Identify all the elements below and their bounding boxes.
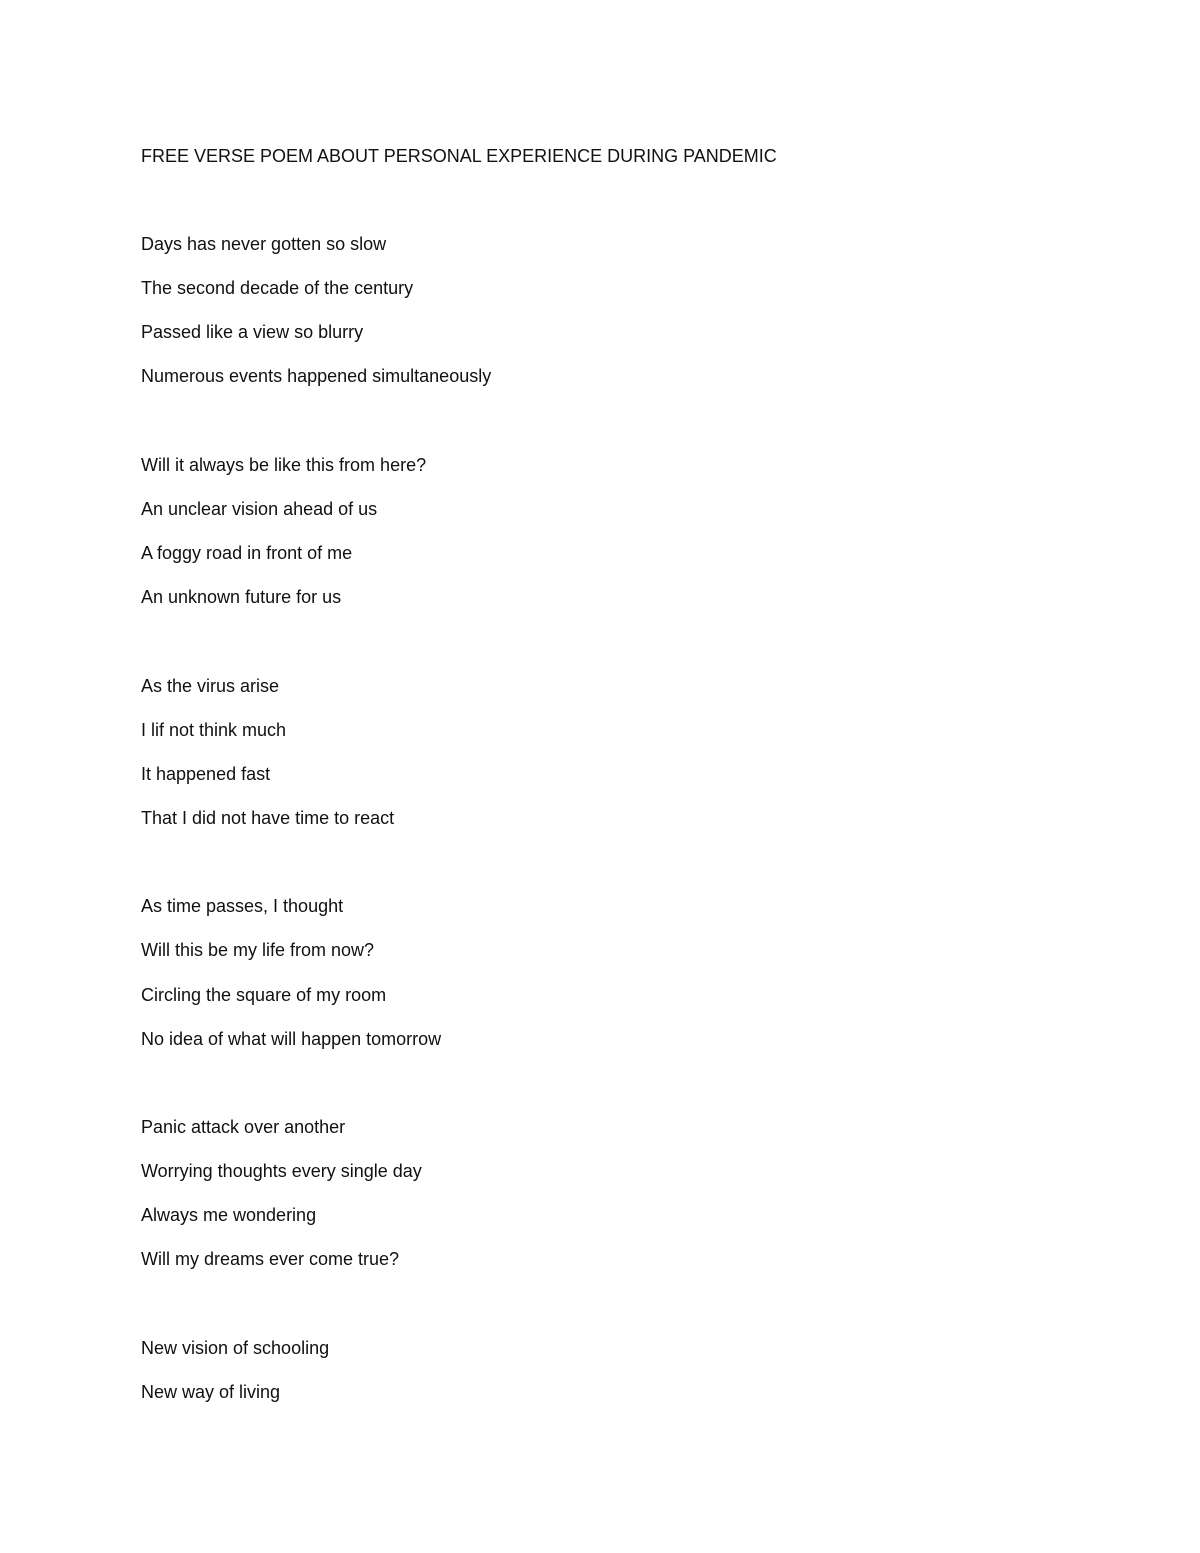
- poem-line: Will my dreams ever come true?: [141, 1249, 400, 1269]
- poem-line: The second decade of the century: [141, 278, 414, 298]
- poem-line: That I did not have time to react: [141, 808, 395, 828]
- poem-line: As the virus arise: [141, 676, 280, 696]
- poem-line: No idea of what will happen tomorrow: [141, 1029, 442, 1049]
- poem-line: An unclear vision ahead of us: [141, 499, 378, 519]
- poem-line: I lif not think much: [141, 720, 287, 740]
- poem-line: An unknown future for us: [141, 587, 342, 607]
- poem-line: Worrying thoughts every single day: [141, 1161, 422, 1181]
- poem-line: Circling the square of my room: [141, 985, 387, 1005]
- poem-line: Will it always be like this from here?: [141, 455, 427, 475]
- poem-line: As time passes, I thought: [141, 896, 344, 916]
- poem-line: It happened fast: [141, 764, 271, 784]
- poem-line: Days has never gotten so slow: [141, 234, 387, 254]
- poem-line: New way of living: [141, 1382, 281, 1402]
- poem-line: Will this be my life from now?: [141, 940, 375, 960]
- poem-line: Panic attack over another: [141, 1117, 346, 1137]
- poem-line: New vision of schooling: [141, 1338, 330, 1358]
- poem-line: A foggy road in front of me: [141, 543, 353, 563]
- poem-line: Numerous events happened simultaneously: [141, 366, 492, 386]
- poem-line: Always me wondering: [141, 1205, 317, 1225]
- poem-title: FREE VERSE POEM ABOUT PERSONAL EXPERIENCE DURING PANDEMIC: [141, 146, 777, 166]
- poem-line: Passed like a view so blurry: [141, 322, 364, 342]
